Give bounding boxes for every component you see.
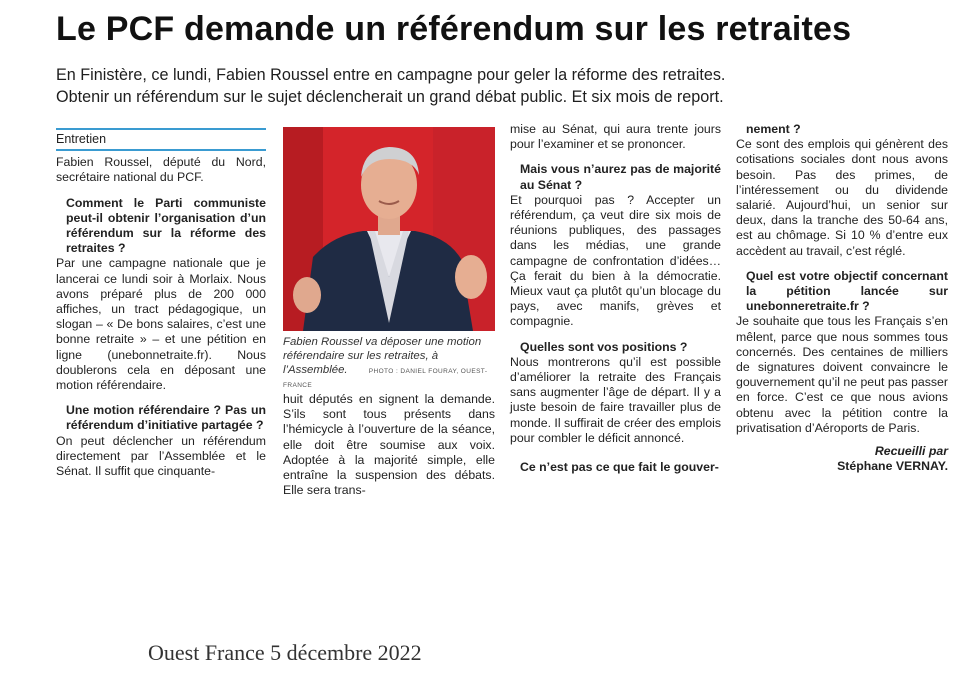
source-note: Ouest France 5 décembre 2022 <box>148 640 422 665</box>
answer: Nous montrerons qu’il est possible d’améliorer la retraite des Français sans augmenter l’âge de départ. Il y a juste besoin de faire travailler plus de monde. Il suffirait de créer des emplois pour combler le déficit annoncé. <box>510 354 721 445</box>
answer: huit députés en signent la demande. S’ils sont tous présents dans l’hémicycle à l’ouverture de la séance, elle doit être soumise aux voix. Adoptée à la majorité simple, elle entraîne la suspension des débats. Elle sera trans- <box>283 392 495 498</box>
answer: Et pourquoi pas ? Accepter un référendum, ça veut dire six mois de réunions publiques, des passages dans les médias, une grande campagne de confrontation d’idées… Ça ferait du bien à la démocratie. Mieux vaut ça plutôt qu’un blocage du pays, avec manifs, grèves et compagnie. <box>510 192 721 329</box>
byline-name: Stéphane VERNAY. <box>837 459 948 474</box>
answer: On peut déclencher un référendum directement par l’Assemblée et le Sénat. Il suffit que cinquante- <box>56 433 266 479</box>
byline <box>736 444 948 474</box>
answer: Ce sont des emplois qui génèrent des cotisations sociales dont nous avons besoin. Pas des primes, de l’intéressement ou du dividende salarié. Aujourd’hui, un senior sur deux, dans la tranche des 50-64 ans, est au chômage. Si 10 % d’entre eux accèdent au travail, c’est réglé. <box>736 137 948 258</box>
answer: Par une campagne nationale que je lancerai ce lundi soir à Morlaix. Nous avons préparé plus de 200 000 affiches, un tract pédagogique, un slogan – « De bons salaires, c’est une bonne retraite » – et une pétition en ligne (unebonnetraite.fr). Nous doublerons cela en déposant une motion référendaire. <box>56 256 266 393</box>
rubric-label: Entretien <box>56 128 266 151</box>
standfirst-line: En Finistère, ce lundi, Fabien Roussel entre en campagne pour geler la réforme des retraites. <box>56 66 726 84</box>
question: Quelles sont vos positions ? <box>520 339 688 354</box>
question: Comment le Parti communiste peut-il obtenir l’organisation d’un référendum sur la réforme des retraites ? <box>66 195 266 256</box>
question: Une motion référendaire ? Pas un référendum d’initiative partagée ? <box>66 403 266 433</box>
photo-credit: PHOTO : DANIEL FOURAY, OUEST-FRANCE <box>283 367 488 390</box>
standfirst <box>56 64 936 108</box>
interviewee-intro: Fabien Roussel, député du Nord, secrétaire national du PCF. <box>56 155 266 185</box>
answer: Je souhaite que tous les Français s’en mêlent, parce que nous sommes tous concernés. Des centaines de milliers de signatures doivent convaincre le gouvernement qu’il ne peut pas passer en force. C’est ce que nous avions obtenu avec la pétition contre la privatisation d’Aéroports de Paris. <box>736 314 948 435</box>
column-3 <box>510 122 721 475</box>
answer: mise au Sénat, qui aura trente jours pour l’examiner et se prononcer. <box>510 122 721 152</box>
question: Quel est votre objectif concernant la pétition lancée sur unebonneretraite.fr ? <box>746 268 948 314</box>
question: Ce n’est pas ce que fait le gouver- <box>520 460 719 475</box>
portrait-photo <box>283 127 495 331</box>
standfirst-line: Obtenir un référendum sur le sujet déclencherait un grand débat public. Et six mois de report. <box>56 88 724 106</box>
portrait-illustration <box>283 127 495 331</box>
photo-caption <box>283 336 495 393</box>
column-2 <box>283 392 495 498</box>
column-4 <box>736 122 948 474</box>
byline-label: Recueilli par <box>874 444 948 459</box>
column-1 <box>56 128 266 479</box>
question: nement ? <box>746 122 801 136</box>
question: Mais vous n’aurez pas de majorité au Sénat ? <box>520 162 721 192</box>
caption-text: Fabien Roussel va déposer une motion référendaire sur les retraites, à l’Assemblée. <box>283 336 482 376</box>
headline: Le PCF demande un référendum sur les retraites <box>56 10 852 48</box>
